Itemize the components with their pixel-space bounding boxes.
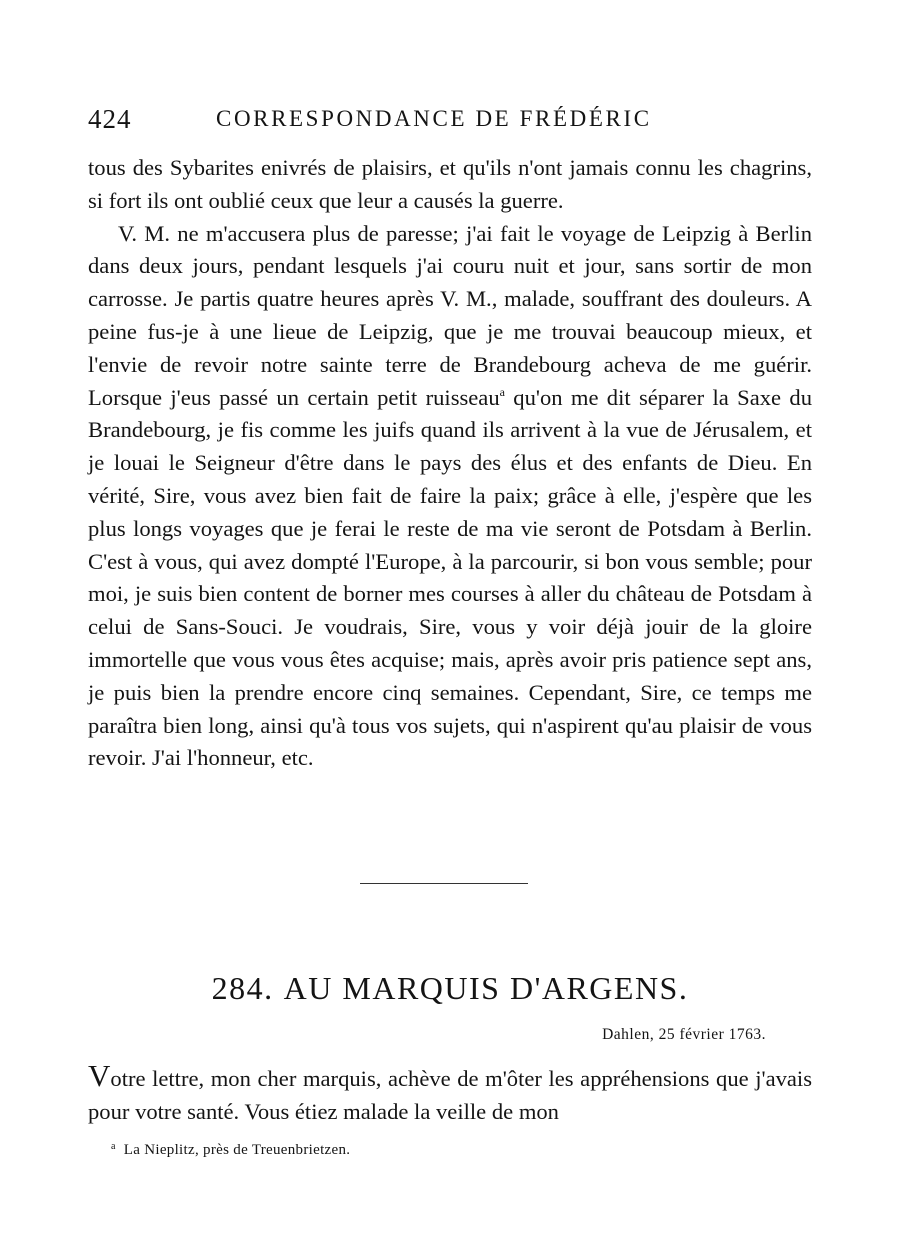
paragraph-text: V. M. ne m'accusera plus de paresse; j'ai fait le voyage de Leipzig à Berlin dans deux jours, pendant lesquels j'ai couru nuit et jour, sans sortir de mon carrosse. Je partis quatre heures après V. M., malade, souffrant des douleurs. A peine fus-je à une lieue de Leipzig, que je me trouvai beaucoup mieux, et l'envie de revoir notre sainte terre de Brandebourg acheva de me guérir. Lorsque j'eus passé un certain petit ruisseau [88, 220, 812, 410]
drop-cap: V [88, 1058, 111, 1093]
section-divider [360, 883, 528, 884]
letter-heading [88, 970, 812, 1007]
footnote-reference: a [499, 384, 505, 399]
footnote-marker: a [111, 1141, 116, 1152]
letter-continuation [88, 152, 812, 775]
footnote-text: La Nieplitz, près de Treuenbrietzen. [123, 1142, 351, 1158]
footnote [111, 1141, 350, 1159]
letter-title: AU MARQUIS D'ARGENS. [283, 970, 689, 1006]
letter-number: 284. [211, 970, 274, 1006]
paragraph-text: qu'on me dit séparer la Saxe du Brandebourg, je fis comme les juifs quand ils arrivent à la vue de Jérusalem, et je louai le Seigneur d'être dans le pays des élus et des enfants de Dieu. En vérité, Sire, vous avez bien fait de faire la paix; grâce à elle, j'espère que les plus longs voyages que je ferai le reste de ma vie seront de Potsdam à Berlin. C'est à vous, qui avez dompté l'Europe, à la parcourir, si bon vous semble; pour moi, je suis bien content de borner mes courses à aller du château de Potsdam à celui de Sans-Souci. Je voudrais, Sire, vous y voir déjà jouir de la gloire immortelle que vous vous êtes acquise; mais, après avoir pris patience sept ans, je puis bien la prendre encore cinq semaines. Cependant, Sire, ce temps me paraîtra bien long, ainsi qu'à tous vos sujets, qui n'aspirent qu'au plaisir de vous revoir. J'ai l'honneur, etc. [88, 384, 812, 771]
page-number: 424 [88, 104, 132, 134]
paragraph [88, 218, 812, 776]
letter-text: otre lettre, mon cher marquis, achève de m'ôter les appréhensions que j'avais pour votre santé. Vous étiez malade la veille de mon [88, 1066, 812, 1124]
letter-body [88, 1058, 812, 1129]
paragraph: tous des Sybarites enivrés de plaisirs, et qu'ils n'ont jamais connu les chagrins, si fort ils ont oublié ceux que leur a causés la guerre. [88, 155, 812, 213]
dateline: Dahlen, 25 février 1763. [602, 1026, 766, 1043]
running-header [88, 104, 812, 140]
running-title: CORRESPONDANCE DE FRÉDÉRIC [216, 106, 652, 131]
